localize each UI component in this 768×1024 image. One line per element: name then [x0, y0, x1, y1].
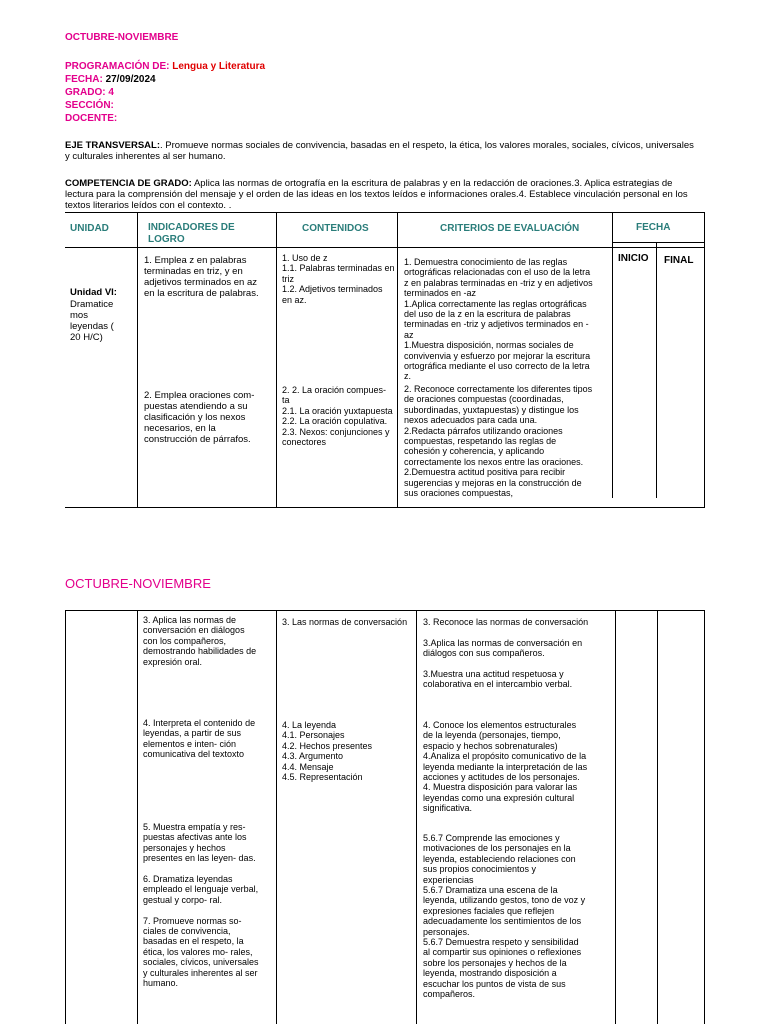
grado-line [65, 86, 265, 99]
fecha-line [65, 73, 265, 86]
table-border [65, 610, 705, 611]
header-unidad: UNIDAD [70, 223, 109, 234]
table-border [612, 212, 613, 498]
indicador-1: 1. Emplea z en palabras terminadas en triz, y en adjetivos terminados en az en la escritura de palabras. [144, 255, 259, 299]
table-border [416, 610, 417, 1024]
table-border [65, 610, 66, 1024]
criterio-2: 2. Reconoce correctamente los diferentes tipos de oraciones compuestas (coordinadas, subordinadas, yuxtapuestas) y distingue los nexos adecuados para cada una. 2.Redacta párrafos utilizando oraciones compuestas, respetando las reglas de cohesión y coherencia, y aplicando correctamente los nexos entre las oraciones. 2.Demuestra actitud positiva para recibir sugerencias y mejoras en la construcción de sus oraciones compuestas, [404, 384, 593, 499]
contenido-1: 1. Uso de z 1.1. Palabras terminadas en triz 1.2. Adjetivos terminados en az. [282, 253, 395, 305]
header-criterios: CRITERIOS DE EVALUACIÓN [440, 223, 580, 234]
fecha-value: 27/09/2024 [105, 74, 156, 85]
criterio-3: 3. Reconoce las normas de conversación 3.Aplica las normas de conversación en diálogos con sus compañeros. 3.Muestra una actitud respetuosa y colaborativa en el intercambio verbal. [423, 617, 589, 690]
table-border [276, 212, 277, 508]
programacion-line [65, 60, 265, 73]
unidad-label: Unidad VI: [70, 287, 117, 298]
page-title-2: OCTUBRE-NOVIEMBRE [65, 576, 211, 591]
table-border [397, 212, 398, 508]
docente-line [65, 112, 265, 125]
competencia-label: COMPETENCIA DE GRADO: [65, 178, 192, 189]
table-border [276, 610, 277, 1024]
header-fecha: FECHA [636, 222, 671, 233]
header-inicio: INICIO [618, 253, 649, 264]
indicador-5-6-7: 5. Muestra empatía y res- puestas afectivas ante los personajes y hechos presentes en las leyen- das. 6. Dramatiza leyendas empleado el lenguaje verbal, gestual y corpo- ral. 7. Promueve normas so- ciales de convivencia, basadas en el respeto, la ética, los valores mo- rales, sociales, cívicos, universales y culturales inherentes al ser humano. [143, 822, 259, 989]
page-title: OCTUBRE-NOVIEMBRE [65, 32, 179, 43]
eje-label: EJE TRANSVERSAL: [65, 140, 161, 151]
competencia-text: Aplica las normas de ortografía en la escritura de palabras y en la redacción de oraciones.3. Aplica estrategias de lectura para la comprensión del mensaje y el orden de las ideas en los textos leídos e informaciones orales.4. Establece vinculación personal en los textos literarios leídos con el contexto. . [65, 178, 688, 211]
table-border [615, 610, 616, 1024]
docente-label: DOCENTE: [65, 113, 118, 124]
table-border [65, 507, 705, 508]
fecha-label: FECHA: [65, 74, 103, 85]
table-border [65, 247, 705, 248]
criterio-1: 1. Demuestra conocimiento de las reglas ortográficas relacionadas con el uso de la letra z en palabras terminadas en -triz y en adjetivos terminados en -az 1.Aplica correctamente las reglas ortográficas del uso de la z en la escritura de palabras terminadas en -triz y adjetivos terminados en - az 1.Muestra disposición, normas sociales de convivenvia y esfuerzo por mejorar la escritura ortográfica mediante el uso correcto de la letra z. [404, 257, 593, 382]
criterio-5-6-7: 5.6.7 Comprende las emociones y motivaciones de los personajes en la leyenda, estableciendo relaciones con sus propios conocimientos y experiencias 5.6.7 Dramatiza una escena de la leyenda, utilizando gestos, tono de voz y expresiones faciales que reflejen adecuadamente los sentimientos de los personajes. 5.6.7 Demuestra respeto y sensibilidad al compartir sus opiniones o reflexiones sobre los personajes y hechos de la leyenda, mostrando disposición a escuchar los puntos de vista de sus compañeros. [423, 833, 586, 1000]
seccion-label: SECCIÓN: [65, 100, 114, 111]
contenido-2: 2. 2. La oración compues- ta 2.1. La oración yuxtapuesta 2.2. La oración copulativa. 2.3. Nexos: conjunciones y conectores [282, 385, 393, 448]
table-border [65, 212, 705, 213]
table-border [704, 212, 705, 508]
indicador-4: 4. Interpreta el contenido de leyendas, a partir de sus elementos e inten- ción comunicativa del textoxto [143, 718, 256, 760]
table-border [612, 242, 705, 243]
grado-label: GRADO: [65, 87, 106, 98]
indicador-3: 3. Aplica las normas de conversación en diálogos con los compañeros, demostrando habilidades de expresión oral. [143, 615, 257, 667]
contenido-3: 3. Las normas de conversación [282, 617, 408, 627]
table-border [137, 212, 138, 508]
table-border [137, 610, 138, 1024]
competencia-grado [65, 178, 690, 211]
table-border [657, 610, 658, 1024]
header-block [65, 60, 265, 125]
header-contenidos: CONTENIDOS [302, 223, 369, 234]
eje-text: . Promueve normas sociales de convivencia, basadas en el respeto, la ética, los valores morales, sociales, cívicos, universales y culturales inherentes al ser humano. [65, 140, 694, 162]
eje-transversal [65, 140, 695, 162]
header-final: FINAL [664, 255, 694, 266]
unidad-description: Dramatice mos leyendas ( 20 H/C) [70, 299, 114, 343]
indicador-2: 2. Emplea oraciones com- puestas atendiendo a su clasificación y los nexos necesarios, en la construcción de párrafos. [144, 390, 255, 445]
criterio-4: 4. Conoce los elementos estructurales de la leyenda (personajes, tiempo, espacio y hechos sobrenaturales) 4.Analiza el propósito comunicativo de la leyenda mediante la interpretación de las acciones y actitudes de los personajes. 4. Muestra disposición para valorar las leyendas como una expresión cultural significativa. [423, 720, 588, 814]
programacion-value: Lengua y Literatura [172, 61, 266, 72]
contenido-4: 4. La leyenda 4.1. Personajes 4.2. Hechos presentes 4.3. Argumento 4.4. Mensaje 4.5. Representación [282, 720, 373, 783]
grado-value: 4 [108, 87, 114, 98]
table-border [704, 610, 705, 1024]
seccion-line [65, 99, 265, 112]
programacion-label: PROGRAMACIÓN DE: [65, 61, 170, 72]
header-indicadores: INDICADORES DE LOGRO [148, 222, 235, 245]
table-border [656, 242, 657, 498]
